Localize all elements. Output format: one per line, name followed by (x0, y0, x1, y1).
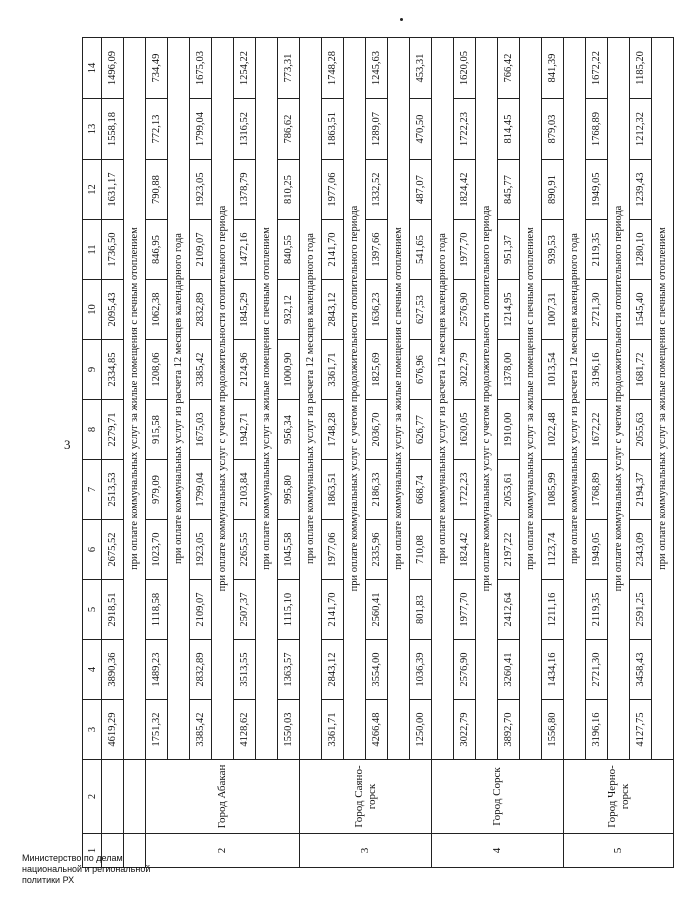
header-cell: 14 (83, 38, 102, 99)
value-cell: 1013,54 (542, 340, 564, 400)
section-caption: при оплате коммунальных услуг за жилые помещения с печным отоплением (652, 38, 674, 760)
value-cell: 3361,71 (322, 340, 344, 400)
value-cell: 1748,28 (322, 400, 344, 460)
value-cell: 1863,51 (322, 460, 344, 520)
value-cell: 4127,75 (630, 700, 652, 760)
table-row (234, 38, 256, 868)
value-cell: 3458,43 (630, 640, 652, 700)
value-cell: 676,96 (410, 340, 432, 400)
value-cell: 810,25 (278, 160, 300, 220)
rotated-table-wrapper (82, 38, 668, 868)
header-cell: 9 (83, 340, 102, 400)
value-cell: 772,13 (146, 99, 168, 160)
value-cell: 1208,06 (146, 340, 168, 400)
value-cell: 1118,58 (146, 580, 168, 640)
value-cell: 801,83 (410, 580, 432, 640)
value-cell: 1254,22 (234, 38, 256, 99)
value-cell: 1378,79 (234, 160, 256, 220)
value-cell: 1434,16 (542, 640, 564, 700)
value-cell: 1045,58 (278, 520, 300, 580)
value-cell: 1489,23 (146, 640, 168, 700)
table-row (542, 38, 564, 868)
value-cell: 1722,23 (454, 99, 476, 160)
value-cell: 2109,07 (190, 220, 212, 280)
value-cell: 453,31 (410, 38, 432, 99)
header-cell: 1 (83, 834, 102, 868)
value-cell: 956,34 (278, 400, 300, 460)
value-cell: 1620,05 (454, 38, 476, 99)
value-cell: 1863,51 (322, 99, 344, 160)
value-cell: 668,74 (410, 460, 432, 520)
value-cell: 1672,22 (586, 400, 608, 460)
value-cell: 1768,89 (586, 460, 608, 520)
value-cell: 814,45 (498, 99, 520, 160)
value-cell: 879,03 (542, 99, 564, 160)
value-cell: 3890,36 (102, 640, 124, 700)
row-number: 4 (432, 834, 564, 868)
table-row (586, 38, 608, 868)
value-cell: 1949,05 (586, 160, 608, 220)
table-row (630, 38, 652, 868)
value-cell: 4266,48 (366, 700, 388, 760)
value-cell: 2918,51 (102, 580, 124, 640)
table-row (454, 38, 476, 868)
header-cell: 13 (83, 99, 102, 160)
stamp-line: политики РХ (22, 875, 75, 885)
value-cell: 915,58 (146, 400, 168, 460)
table-row (366, 38, 388, 868)
header-row (83, 38, 102, 868)
value-cell: 2103,84 (234, 460, 256, 520)
value-cell: 3022,79 (454, 340, 476, 400)
value-cell: 2576,90 (454, 640, 476, 700)
value-cell: 1977,06 (322, 520, 344, 580)
value-cell: 2124,96 (234, 340, 256, 400)
value-cell: 1007,31 (542, 280, 564, 340)
value-cell: 1280,10 (630, 220, 652, 280)
value-cell: 1824,42 (454, 520, 476, 580)
value-cell: 1942,71 (234, 400, 256, 460)
value-cell: 1123,74 (542, 520, 564, 580)
value-cell: 3385,42 (190, 340, 212, 400)
value-cell: 1681,72 (630, 340, 652, 400)
value-cell: 1556,80 (542, 700, 564, 760)
city-name: Город Сорск (432, 760, 564, 834)
stamp-line: национальной и региональной (22, 864, 151, 874)
caption-row (476, 38, 498, 868)
value-cell: 2721,30 (586, 280, 608, 340)
value-cell: 846,95 (146, 220, 168, 280)
value-cell: 1799,04 (190, 99, 212, 160)
caption-row (608, 38, 630, 868)
section-caption: при оплате коммунальных услуг за жилые помещения с печным отоплением (388, 38, 410, 760)
value-cell: 1824,42 (454, 160, 476, 220)
value-cell: 1062,38 (146, 280, 168, 340)
value-cell: 710,08 (410, 520, 432, 580)
section-caption: при оплате коммунальных услуг за жилые помещения с печным отоплением (256, 38, 278, 760)
value-cell: 3260,41 (498, 640, 520, 700)
value-cell: 1799,04 (190, 460, 212, 520)
value-cell: 1115,10 (278, 580, 300, 640)
value-cell: 1214,95 (498, 280, 520, 340)
value-cell: 4619,29 (102, 700, 124, 760)
value-cell: 939,53 (542, 220, 564, 280)
value-cell: 2141,70 (322, 580, 344, 640)
table-row (146, 38, 168, 868)
value-cell: 2186,33 (366, 460, 388, 520)
caption-row (256, 38, 278, 868)
value-cell: 2279,71 (102, 400, 124, 460)
section-caption: при оплате коммунальных услуг с учетом продолжительности отопительного периода (608, 38, 630, 760)
value-cell: 1558,18 (102, 99, 124, 160)
value-cell: 1085,99 (542, 460, 564, 520)
ministry-stamp (22, 853, 150, 886)
city-name: Город Саяно-горск (300, 760, 432, 834)
caption-row (432, 38, 454, 868)
value-cell: 1949,05 (586, 520, 608, 580)
value-cell: 2832,89 (190, 280, 212, 340)
table-row (410, 38, 432, 868)
header-cell: 5 (83, 580, 102, 640)
row-number: 3 (300, 834, 432, 868)
value-cell: 2591,25 (630, 580, 652, 640)
caption-row (388, 38, 410, 868)
table-row (102, 38, 124, 868)
value-cell: 766,42 (498, 38, 520, 99)
section-caption: при оплате коммунальных услуг с учетом продолжительности отопительного периода (476, 38, 498, 760)
table-row (498, 38, 520, 868)
value-cell: 1845,29 (234, 280, 256, 340)
value-cell: 1977,06 (322, 160, 344, 220)
section-caption: при оплате коммунальных услуг из расчета 12 месяцев календарного года (564, 38, 586, 760)
caption-row (520, 38, 542, 868)
value-cell: 2412,64 (498, 580, 520, 640)
stamp-line: Министерство по делам (22, 853, 123, 863)
section-caption: при оплате коммунальных услуг из расчета 12 месяцев календарного года (168, 38, 190, 760)
section-caption: при оплате коммунальных услуг из расчета 12 месяцев календарного года (432, 38, 454, 760)
value-cell: 786,62 (278, 99, 300, 160)
value-cell: 2265,55 (234, 520, 256, 580)
value-cell: 1620,05 (454, 400, 476, 460)
value-cell: 2194,37 (630, 460, 652, 520)
value-cell: 2109,07 (190, 580, 212, 640)
value-cell: 1736,50 (102, 220, 124, 280)
value-cell: 2095,43 (102, 280, 124, 340)
value-cell: 626,77 (410, 400, 432, 460)
value-cell: 1923,05 (190, 160, 212, 220)
value-cell: 1250,00 (410, 700, 432, 760)
section-caption: при оплате коммунальных услуг с учетом продолжительности отопительного периода (344, 38, 366, 760)
header-cell: 6 (83, 520, 102, 580)
value-cell: 1722,23 (454, 460, 476, 520)
value-cell: 4128,62 (234, 700, 256, 760)
value-cell: 470,50 (410, 99, 432, 160)
value-cell: 2576,90 (454, 280, 476, 340)
value-cell: 1672,22 (586, 38, 608, 99)
value-cell: 1631,17 (102, 160, 124, 220)
value-cell: 2832,89 (190, 640, 212, 700)
city-name: Город Черно-горск (564, 760, 674, 834)
header-cell: 12 (83, 160, 102, 220)
value-cell: 1378,00 (498, 340, 520, 400)
section-caption: при оплате коммунальных услуг с учетом продолжительности отопительного периода (212, 38, 234, 760)
value-cell: 2675,52 (102, 520, 124, 580)
value-cell: 1289,07 (366, 99, 388, 160)
value-cell: 3022,79 (454, 700, 476, 760)
value-cell: 3513,55 (234, 640, 256, 700)
value-cell: 1363,57 (278, 640, 300, 700)
value-cell: 1545,40 (630, 280, 652, 340)
value-cell: 2119,35 (586, 220, 608, 280)
header-cell: 10 (83, 280, 102, 340)
value-cell: 1472,16 (234, 220, 256, 280)
value-cell: 1245,63 (366, 38, 388, 99)
value-cell: 1675,03 (190, 38, 212, 99)
city-name: Город Абакан (146, 760, 300, 834)
value-cell: 627,53 (410, 280, 432, 340)
section-caption: при оплате коммунальных услуг за жилые помещения с печным отоплением (520, 38, 542, 760)
value-cell: 2055,63 (630, 400, 652, 460)
value-cell: 1332,52 (366, 160, 388, 220)
value-cell: 1023,70 (146, 520, 168, 580)
caption-row (344, 38, 366, 868)
value-cell: 979,09 (146, 460, 168, 520)
header-cell: 2 (83, 760, 102, 834)
value-cell: 1316,52 (234, 99, 256, 160)
value-cell: 1036,39 (410, 640, 432, 700)
value-cell: 1748,28 (322, 38, 344, 99)
value-cell: 1550,03 (278, 700, 300, 760)
value-cell: 1910,00 (498, 400, 520, 460)
value-cell: 3554,00 (366, 640, 388, 700)
value-cell: 773,31 (278, 38, 300, 99)
value-cell: 2036,70 (366, 400, 388, 460)
value-cell: 1751,32 (146, 700, 168, 760)
value-cell: 890,91 (542, 160, 564, 220)
value-cell: 2343,09 (630, 520, 652, 580)
value-cell: 2843,12 (322, 280, 344, 340)
header-cell: 7 (83, 460, 102, 520)
value-cell: 487,07 (410, 160, 432, 220)
value-cell: 2053,61 (498, 460, 520, 520)
value-cell: 841,39 (542, 38, 564, 99)
value-cell: 951,37 (498, 220, 520, 280)
value-cell: 1397,66 (366, 220, 388, 280)
value-cell: 3196,16 (586, 700, 608, 760)
value-cell: 932,12 (278, 280, 300, 340)
value-cell: 1825,69 (366, 340, 388, 400)
value-cell: 734,49 (146, 38, 168, 99)
caption-row (300, 38, 322, 868)
value-cell: 2119,35 (586, 580, 608, 640)
header-cell: 8 (83, 400, 102, 460)
table-row (322, 38, 344, 868)
table-row (278, 38, 300, 868)
value-cell: 2843,12 (322, 640, 344, 700)
value-cell: 1239,43 (630, 160, 652, 220)
value-cell: 3892,70 (498, 700, 520, 760)
caption-row (124, 38, 146, 868)
section-caption: при оплате коммунальных услуг из расчета 12 месяцев календарного года (300, 38, 322, 760)
caption-row (168, 38, 190, 868)
caption-row (212, 38, 234, 868)
value-cell: 2335,96 (366, 520, 388, 580)
value-cell: 2560,41 (366, 580, 388, 640)
value-cell: 1977,70 (454, 220, 476, 280)
value-cell: 840,55 (278, 220, 300, 280)
value-cell: 3385,42 (190, 700, 212, 760)
value-cell: 1923,05 (190, 520, 212, 580)
section-caption: при оплате коммунальных услуг за жилые помещения с печным отоплением (124, 38, 146, 760)
header-cell: 3 (83, 700, 102, 760)
value-cell: 790,88 (146, 160, 168, 220)
value-cell: 2721,30 (586, 640, 608, 700)
value-cell: 1977,70 (454, 580, 476, 640)
table-row (190, 38, 212, 868)
header-cell: 11 (83, 220, 102, 280)
scan-speck (400, 18, 403, 21)
value-cell: 1496,09 (102, 38, 124, 99)
value-cell: 1675,03 (190, 400, 212, 460)
value-cell: 541,65 (410, 220, 432, 280)
caption-row (564, 38, 586, 868)
value-cell: 845,77 (498, 160, 520, 220)
value-cell: 2334,85 (102, 340, 124, 400)
row-number: 2 (146, 834, 300, 868)
row-number: 5 (564, 834, 674, 868)
value-cell: 1768,89 (586, 99, 608, 160)
value-cell: 3361,71 (322, 700, 344, 760)
value-cell: 1212,32 (630, 99, 652, 160)
value-cell: 1211,16 (542, 580, 564, 640)
tariff-table (82, 37, 674, 868)
value-cell: 995,80 (278, 460, 300, 520)
value-cell: 3196,16 (586, 340, 608, 400)
value-cell: 2141,70 (322, 220, 344, 280)
value-cell: 2513,53 (102, 460, 124, 520)
value-cell: 1636,23 (366, 280, 388, 340)
value-cell: 1022,48 (542, 400, 564, 460)
page-number: 3 (64, 437, 71, 452)
caption-row (652, 38, 674, 868)
value-cell: 1185,20 (630, 38, 652, 99)
header-cell: 4 (83, 640, 102, 700)
value-cell: 2197,22 (498, 520, 520, 580)
value-cell: 1000,90 (278, 340, 300, 400)
value-cell: 2507,37 (234, 580, 256, 640)
